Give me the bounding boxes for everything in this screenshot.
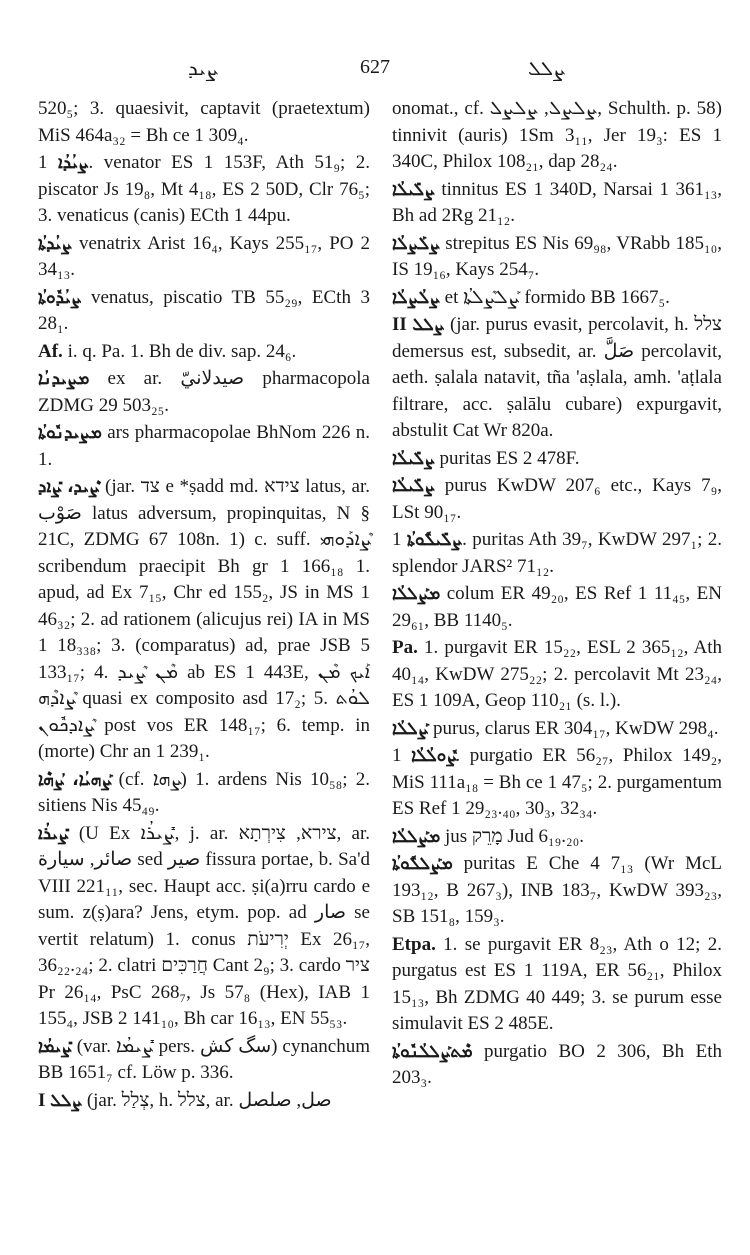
dictionary-entry (38, 474, 370, 766)
syriac-headword: ܨܰܠܠܳܐ (392, 718, 429, 739)
entry-text: purus KwDW 207₆ etc., Kays 7₉, LSt 90₁₇. (392, 475, 722, 523)
entry-text: purus, clarus ER 304₁₇, KwDW 298₄. (433, 717, 719, 739)
syriac-headword: ܨܠܺܝܠܽܘܬܳܐ (406, 530, 463, 550)
entry-text: i. q. Pa. 1. Bh de div. sap. 24₆. (67, 340, 297, 362)
entry-text: jus מָרֵק Jud 6₁₉.₂₀. (444, 825, 585, 847)
entry-text: 1. purgavit ER 15₂₂, ESL 2 365₁₂, Ath 40₁₄, KwDW 275₂₂; 2. percolavit Mt 23₂₄, ES 1 109A, Geop 110₂₁ (s. l.). (392, 637, 722, 711)
dictionary-entry (38, 96, 370, 149)
entry-text: ars pharmacopolae BhNom 226 n. 1. (38, 422, 370, 470)
syriac-headword: ܨܺܝܪܳܐ (38, 823, 69, 844)
syriac-headword: ܡܨܰܠܠܳܐ (392, 584, 441, 604)
entry-text: ex ar. صيدلانيّ pharmacopola ZDMG 29 503₂₅. (38, 368, 370, 416)
entry-text: 1. purgatio ER 56₂₇, Philox 149₂, MiS 111a₁₈ = Bh ce 1 47₅; 2. purgamentum ES Ref 1 29₂₃.₄₀, 30₃, 32₃₄. (392, 745, 723, 819)
syriac-headword: ܡܨܰܠܠܳܐ (392, 826, 441, 847)
syriac-root: ܨܠܠ (50, 1090, 83, 1111)
left-column (38, 96, 370, 1115)
entry-text: colum ER 49₂₀, ES Ref 1 11₄₅, EN 29₆₁, BB 1140₅. (392, 583, 723, 631)
syriac-headword: ܡܶܬܨܰܠܠܳܢܽܘܬܳܐ (392, 1041, 473, 1062)
entry-text: (jar. צְלַל, h. צלל, ar. صل, صلصل (86, 1089, 332, 1111)
entry-text: tinnitus ES 1 340D, Narsai 1 361₁₃, Bh ad 2Rg 21₁₂. (392, 178, 723, 226)
syriac-headword: ܨܶܝܕ، ܨܺܐܕ (38, 477, 100, 497)
homonym-numeral: I (38, 1089, 46, 1111)
dictionary-entry (38, 1088, 370, 1115)
verb-stem-label: Etpa. (392, 933, 436, 955)
entry-text: purgatio BO 2 306, Bh Eth 203₃. (392, 1040, 723, 1088)
dictionary-entry (392, 231, 722, 284)
dictionary-entry (38, 1034, 370, 1087)
dictionary-entry (392, 1039, 722, 1092)
entry-text: (jar. purus evasit, percolavit, h. צלל demersus est, subsedit, ar. صَلَّ percolavit, aeth. ṣalala natavit, tña 'aṣlala, amh. 'aṭlala filtrare, acc. ṣalālu cubare) expurgavit, abstulit Cat Wr 820a. (392, 314, 723, 441)
syriac-headword: ܡܨܰܠܠܽܘܬܳܐ (392, 854, 453, 874)
verb-stem-label: Af. (38, 340, 63, 362)
syriac-headword: ܡܨܝܕܢܳܐ (38, 369, 90, 389)
syriac-root: ܨܠܠ (412, 315, 445, 335)
dictionary-entry (392, 285, 722, 312)
syriac-headword: ܨܠܰܨܠܳܐ (392, 233, 440, 254)
entry-text: puritas E Che 4 7₁₃ (Wr McL 193₁₂, B 267₃), INB 183₇, KwDW 393₂₃, SB 151₈, 159₃. (392, 853, 723, 927)
entry-text: (var. ܨܺܝܡܳܐ pers. سگ كش) cynanchum BB 1651₇ cf. Löw p. 336. (38, 1035, 371, 1083)
syriac-headword: ܨܠܺܝܠܳܐ (392, 448, 435, 469)
entry-text: puritas ES 2 478F. (439, 447, 580, 469)
dictionary-entry (392, 527, 722, 580)
syriac-headword: ܨܠܳܨܠܳܐ (392, 287, 440, 308)
syriac-headword: ܨܺܝܡܳܐ (38, 1036, 72, 1057)
left-running-headword: ܨܝܕ (188, 56, 219, 80)
homonym-numeral: II (392, 314, 407, 335)
dictionary-entry (38, 821, 370, 1033)
page-header (0, 50, 750, 90)
entry-text: venatrix Arist 16₄, Kays 255₁₇, PO 2 34₁₃. (38, 232, 371, 280)
syriac-headword: ܨܰܗܝܳܐ، ܨܳܗܶܐ (38, 769, 111, 790)
entry-text: et ܨܰܠܨܶܠܬܳܐ formido BB 1667₅. (444, 286, 670, 308)
entry-text: (U Ex ܨܺܝܪܳܐ, j. ar. צירא, צִירְתָא, ar. صائر, سيارة sed صير fissura portae, b. Sa'd VIII 221₁₁, sec. Haupt acc. ṣi(a)rru cardo e sum. z(ṣ)ara? Jens, etym. pop. ad صار se vertit relatum) 1. conus יְרִיעֹת Ex 26₁₇, 36₂₂.₂₄; 2. clatri חֲרַכִּים Cant 2₉; 3. cardo ציר Pr 26₁₄, PsC 268₇, Js 57₈ (Hex), IAB 1 155₄, JSB 2 141₁₀, Bh car 16₁₃, EN 55₅₃. (38, 822, 371, 1029)
dictionary-entry (392, 716, 722, 743)
dictionary-entry (38, 366, 370, 419)
entry-text: venatus, piscatio TB 55₂₉, ECth 3 28₁. (38, 286, 370, 334)
syriac-headword: ܡܨܝܕܢܽܘܬܳܐ (38, 423, 102, 443)
page-number: 627 (360, 56, 390, 78)
entry-text: 1. venator ES 1 153F, Ath 51₉; 2. piscator Js 19₈, Mt 4₁₈, ES 2 50D, Clr 76₅; 3. venaticus (canis) ECth 1 44pu. (38, 152, 370, 226)
syriac-headword: ܨܝܳܕܳܐ (57, 153, 89, 173)
dictionary-entry (392, 446, 722, 473)
dictionary-entry (392, 635, 722, 715)
dictionary-entry (392, 824, 722, 851)
dictionary-entry (38, 767, 370, 820)
verb-stem-label: Pa. (392, 637, 418, 658)
syriac-headword: ܨܝܳܕܽܘܬܳܐ (38, 287, 82, 308)
entry-text: (jar. צד e *ṣadd md. צידא latus, ar. صَوْب latus adversum, propinquitas, N § 21C, ZDMG 67 108n. 1) c. suff. ܨܶܐܕܰܘܗܝ scribendum praecipit Bh gr 1 166₁₈ 1. apud, ad Ex 7₁₅, Chr ed 155₂, JS in MS 1 46₃₂; 2. ad rationem (alicujus rei) IA in MS 1 18₃₃₈; 3. (comparatus) ad, prae JSB 5 133₁₇; 4. ܡܶܢ ܨܶܝܕ ab ES 1 443E, ܐܰܝܟ ܡܶܢ ܨܶܐܕܶܗ quasi ex composito asd 17₂; 5. ܠܘܳܬ ܨܶܐܕܟܽܘܢ post vos ER 148₁₇; 6. temp. in (morte) Chr an 1 239₁. (38, 476, 370, 762)
syriac-headword: ܨܠܺܝܠܳܐ (392, 179, 435, 200)
entry-text: (cf. ܨܗܐ) 1. ardens Nis 10₅₈; 2. sitiens Nis 45₄₉. (38, 768, 371, 816)
dictionary-entry (38, 231, 370, 284)
dictionary-entry (392, 581, 722, 634)
dictionary-entry (392, 743, 722, 823)
syriac-headword: ܨܠܺܝܠܳܐ (392, 476, 435, 496)
dictionary-entry (38, 285, 370, 338)
entry-text: 520₅; 3. quaesivit, captavit (praetextum) MiS 464a₃₂ = Bh ce 1 309₄. (38, 98, 370, 146)
dictionary-entry (392, 473, 722, 526)
syriac-headword: ܨܽܘܠܳܠܳܐ (411, 746, 456, 766)
dictionary-entry (392, 96, 722, 176)
syriac-headword: ܨܝܳܕܬܳܐ (38, 233, 72, 254)
dictionary-entry (38, 339, 370, 366)
entry-text: onomat., cf. ܨܠܨܠ, ܨܠܨܠ, Schulth. p. 58) tinnivit (auris) 1Sm 3₁₁, Jer 19₃: ES 1 340C, Philox 108₂₁, dap 28₂₄. (392, 98, 722, 172)
entry-text: 1. puritas Ath 39₇, KwDW 297₁; 2. splendor JARS² 71₁₂. (392, 529, 722, 577)
entry-text: strepitus ES Nis 69₉₈, VRabb 185₁₀, IS 19₁₆, Kays 254₇. (392, 232, 722, 280)
right-running-headword: ܨܠܠ (528, 56, 566, 80)
right-column (392, 96, 722, 1093)
dictionary-entry (392, 851, 722, 931)
dictionary-entry (392, 177, 722, 230)
dictionary-entry (392, 312, 722, 445)
entry-text: 1. se purgavit ER 8₂₃, Ath o 12; 2. purgatus est ES 1 119A, ER 56₂₁, Philox 15₁₃, Bh ZDMG 40 449; 3. se purum esse simulavit ES 2 485E. (392, 933, 723, 1034)
dictionary-entry (392, 932, 722, 1038)
dictionary-entry (38, 150, 370, 230)
dictionary-entry (38, 420, 370, 473)
